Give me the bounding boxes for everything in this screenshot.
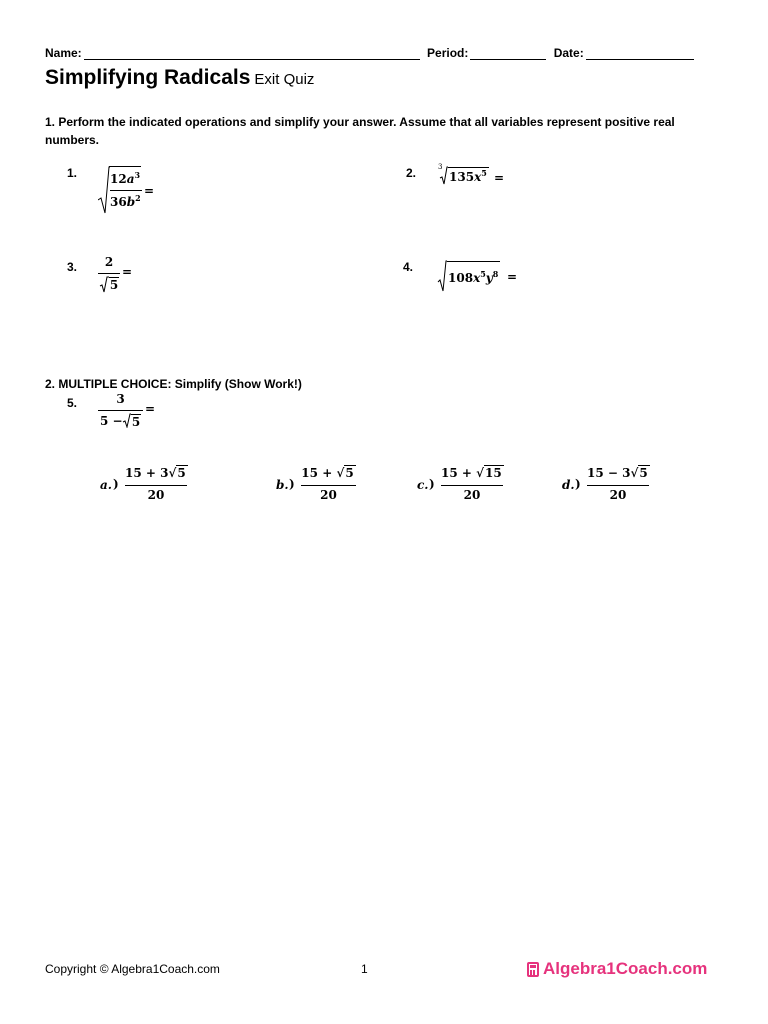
header-fields [45,46,698,60]
p1-equals: = [144,184,155,198]
p1-den-exp: 2 [135,193,141,203]
p5-den-a: 5 [100,414,109,428]
brand-name: Algebra1Coach.com [543,959,708,978]
section2-heading: 2. MULTIPLE CHOICE: Simplify (Show Work!) [45,377,302,391]
p1-den-var: b [126,195,136,209]
calculator-icon [527,962,539,977]
sqrt-icon: √ [336,466,345,480]
problem-3-number: 3. [67,260,78,274]
title-sub: Exit Quiz [254,71,315,88]
p5-numerator: 3 [116,392,125,406]
p4-coef: 108 [448,271,474,285]
p4-var2: y [485,271,493,285]
fraction-bar [110,190,142,191]
choice-d-coef: 3 [622,466,631,480]
p3-den-radicand: 5 [109,278,119,292]
p1-num-var: a [126,172,135,186]
choice-c-op: + [461,466,472,480]
fraction-bar [441,485,503,486]
p4-var1: x [473,271,481,285]
sqrt-icon: √ [630,466,639,480]
p1-num-coef: 12 [110,172,127,186]
choice-b-label: b. [276,478,289,492]
date-label: Date: [553,46,584,60]
p2-var: x [474,170,482,184]
fraction-bar [98,410,143,411]
p5-den-op: − [112,414,123,428]
choice-b-num-a: 15 [301,466,318,480]
radical-sign-icon [99,275,109,293]
fraction-bar [98,273,120,274]
p1-den-coef: 36 [110,195,127,209]
choice-d-num-a: 15 [587,466,604,480]
problem-4-number: 4. [403,260,414,274]
problem-1-number: 1. [67,166,78,180]
choice-d-op: − [607,466,618,480]
choice-d-den: 20 [609,488,627,502]
choice-c-num-a: 15 [441,466,458,480]
p4-exp1: 5 [480,269,486,279]
choice-b-op: + [322,466,333,480]
p2-exp: 5 [481,168,487,178]
radical-sign-icon [438,166,448,186]
problem-5-number: 5. [67,396,78,410]
title-main: Simplifying Radicals [45,66,251,89]
p2-equals: = [494,171,505,185]
choice-a-num-a: 15 [125,466,142,480]
p2-index: 3 [438,163,443,171]
choice-c-rad: 15 [485,466,502,480]
page-number: 1 [361,962,368,976]
radical-bar [109,166,141,167]
p3-numerator: 2 [104,255,114,269]
radical-sign-icon [98,166,110,216]
page-title [45,66,314,90]
p4-exp2: 8 [492,269,499,279]
fraction-bar [587,485,649,486]
p5-equals: = [145,402,156,416]
choice-a-coef: 3 [160,466,169,480]
choice-a-op: + [145,466,156,480]
footer-copyright: Copyright © Algebra1Coach.com [45,962,220,976]
fraction-bar [301,485,356,486]
brand-logo[interactable] [527,959,707,979]
period-field[interactable] [470,47,546,60]
choice-a-label: a. [100,478,112,492]
sqrt-icon: √ [476,466,485,480]
choice-b-rad: 5 [345,466,354,480]
choice-d-label: d. [562,478,575,492]
p2-coef: 135 [449,170,475,184]
choice-c-den: 20 [463,488,481,502]
period-label: Period: [427,46,469,60]
name-label: Name: [45,46,82,60]
choice-a-den: 20 [147,488,165,502]
p1-num-exp: 3 [134,170,141,180]
name-field[interactable] [84,47,420,60]
section1-instructions: 1. Perform the indicated operations and simplify your answer. Assume that all variables represent positive real numbers. [45,115,675,147]
date-field[interactable] [586,47,694,60]
choice-d-rad: 5 [639,466,648,480]
choice-a-rad: 5 [177,466,186,480]
p3-equals: = [122,265,133,279]
problem-2-number: 2. [406,166,417,180]
choice-c-label: c. [417,478,429,492]
p5-den-radicand: 5 [131,415,141,429]
sqrt-icon: √ [168,466,177,480]
fraction-bar [125,485,187,486]
choice-b-den: 20 [320,488,337,502]
p4-equals: = [507,270,518,284]
radical-sign-icon [437,260,447,292]
radical-sign-icon [122,412,131,428]
